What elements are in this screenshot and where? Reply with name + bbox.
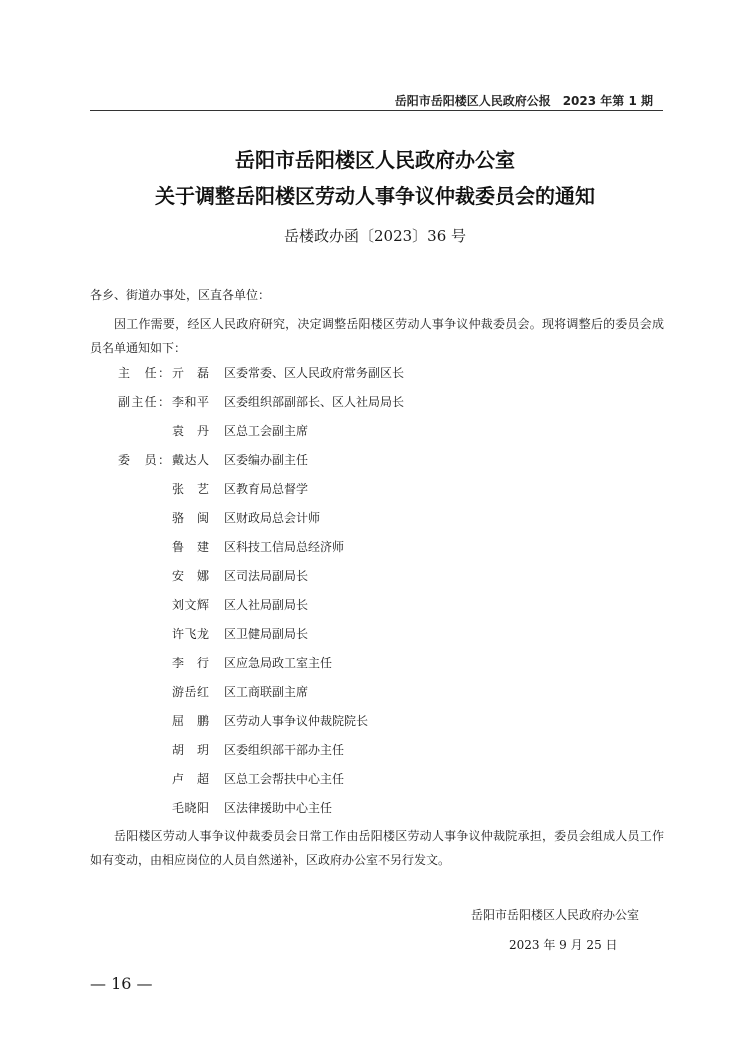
- document-title-line2: 关于调整岳阳楼区劳动人事争议仲裁委员会的通知: [155, 184, 595, 208]
- member-role: 副主任：: [118, 395, 170, 409]
- issue-date: 2023 年 9 月 25 日: [509, 938, 618, 952]
- member-name: 骆闽: [172, 511, 209, 525]
- member-position: 区劳动人事争议仲裁院院长: [224, 714, 369, 728]
- member-role: 主 任：: [118, 366, 170, 380]
- member-position: 区工商联副主席: [224, 685, 309, 699]
- page-number: — 16 —: [90, 974, 153, 993]
- member-position: 区司法局副局长: [224, 569, 309, 583]
- member-position: 区总工会副主席: [224, 424, 309, 438]
- closing-paragraph: 岳阳楼区劳动人事争议仲裁委员会日常工作由岳阳楼区劳动人事争议仲裁院承担，委员会组成人员工作如有变动，由相应岗位的人员自然递补，区政府办公室不另行发文。: [90, 829, 664, 867]
- member-position: 区委常委、区人民政府常务副区长: [224, 366, 405, 380]
- member-position: 区教育局总督学: [224, 482, 309, 496]
- member-name: 戴达人: [172, 453, 209, 467]
- addressee: 各乡、街道办事处，区直各单位：: [90, 288, 271, 302]
- member-role: 委 员：: [118, 453, 170, 467]
- member-position: 区财政局总会计师: [224, 511, 321, 525]
- member-position: 区法律援助中心主任: [224, 801, 333, 815]
- member-name: 刘文辉: [172, 598, 209, 612]
- member-name: 张艺: [172, 482, 209, 496]
- bulletin-header: 岳阳市岳阳楼区人民政府公报 2023 年第 1 期: [394, 94, 653, 108]
- header-divider: [90, 110, 663, 111]
- issuer-signature: 岳阳市岳阳楼区人民政府办公室: [471, 908, 640, 922]
- member-name: 鲁建: [172, 540, 209, 554]
- member-name: 毛晓阳: [172, 801, 209, 815]
- member-name: 卢超: [172, 772, 209, 786]
- intro-paragraph: 因工作需要，经区人民政府研究，决定调整岳阳楼区劳动人事争议仲裁委员会。现将调整后的委员会成员名单通知如下：: [90, 317, 664, 355]
- document-title-line1: 岳阳市岳阳楼区人民政府办公室: [235, 148, 515, 172]
- member-position: 区应急局政工室主任: [224, 656, 333, 670]
- member-name: 李行: [172, 656, 209, 670]
- member-name: 安娜: [172, 569, 209, 583]
- member-position: 区人社局副局长: [224, 598, 309, 612]
- member-name: 游岳红: [172, 685, 209, 699]
- member-position: 区委组织部副部长、区人社局局长: [224, 395, 405, 409]
- member-position: 区委组织部干部办主任: [224, 743, 345, 757]
- member-name: 胡玥: [172, 743, 209, 757]
- member-position: 区卫健局副局长: [224, 627, 309, 641]
- member-position: 区总工会帮扶中心主任: [224, 772, 345, 786]
- member-name: 袁丹: [172, 424, 209, 438]
- member-position: 区委编办副主任: [224, 453, 309, 467]
- member-name: 屈鹏: [172, 714, 209, 728]
- member-name: 李和平: [172, 395, 209, 409]
- member-position: 区科技工信局总经济师: [224, 540, 345, 554]
- member-name: 许飞龙: [172, 627, 209, 641]
- document-number: 岳楼政办函〔2023〕36 号: [283, 227, 467, 245]
- member-name: 亓磊: [172, 366, 209, 380]
